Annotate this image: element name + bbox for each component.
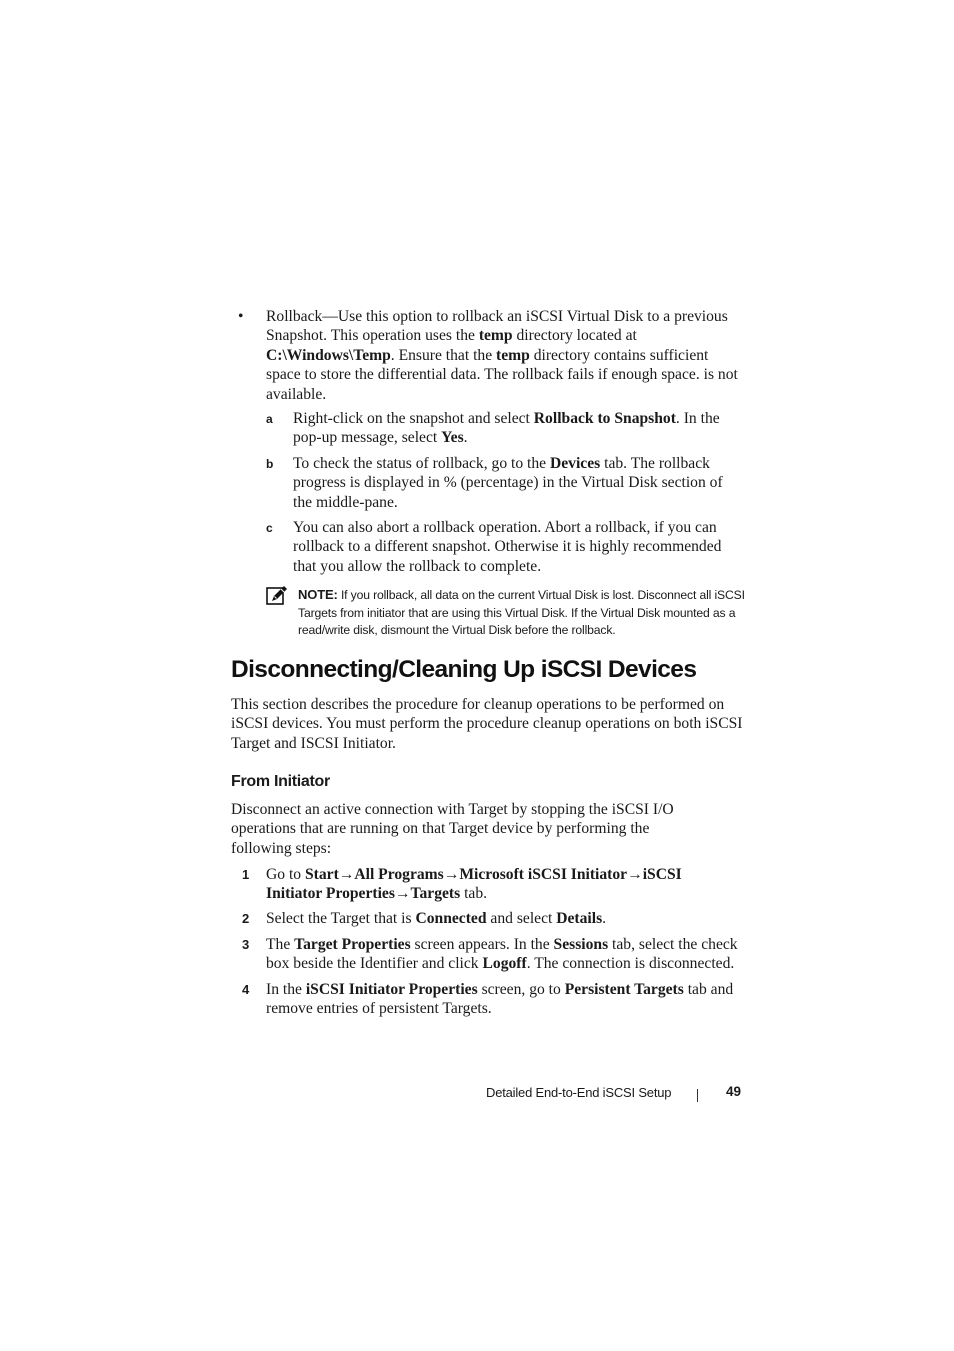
substep-a-letter: a [266,412,273,426]
step-2-text: Select the Target that is Connected and select Details. [266,910,607,927]
substep-b-text: To check the status of rollback, go to the Devices tab. The rollback progress is displayed in % (percentage) in the Virtual Disk section of the middle-pane. [293,455,723,511]
substep-b-letter: b [266,457,274,471]
page-number: 49 [726,1084,742,1099]
step-4-text: In the iSCSI Initiator Properties screen, go to Persistent Targets tab and remove entries of persistent Targets. [266,981,734,1018]
footer-separator [697,1089,698,1102]
subsection-heading: From Initiator [231,773,330,790]
step-1-number: 1 [242,867,250,882]
note-pencil-icon [266,585,288,607]
step-2-number: 2 [242,911,250,926]
step-3-text: The Target Properties screen appears. In the Sessions tab, select the check box beside the Identifier and click Logoff. The connection is disconnected. [266,936,738,973]
rollback-bullet-text: Rollback—Use this option to rollback an iSCSI Virtual Disk to a previous Snapshot. This operation uses the temp directory located at C:\Windows\Temp. Ensure that the temp directory contains sufficient space to store the differential data. The rollback fails if enough space. is not available. [266,308,738,403]
bullet-marker: • [238,308,244,325]
section-heading: Disconnecting/Cleaning Up iSCSI Devices [231,656,697,683]
step-1-text: Go to Start→All Programs→Microsoft iSCSI Initiator→iSCSI Initiator Properties→Targets tab. [266,866,682,903]
substep-a-text: Right-click on the snapshot and select Rollback to Snapshot. In the pop-up message, select Yes. [293,410,720,447]
note-label: NOTE: [298,587,338,602]
note-text: NOTE: If you rollback, all data on the current Virtual Disk is lost. Disconnect all iSCSI Targets from initiator that are using this Virtual Disk. If the Virtual Disk mounted as a read/write disk, dismount the Virtual Disk before the rollback. [298,587,745,638]
footer-chapter-title: Detailed End-to-End iSCSI Setup [486,1085,672,1100]
step-4-number: 4 [242,982,250,997]
substep-c-letter: c [266,521,273,535]
step-3-number: 3 [242,937,250,952]
substep-c-text: You can also abort a rollback operation. Abort a rollback, if you can rollback to a different snapshot. Otherwise it is highly recommended that you allow the rollback to complete. [293,519,722,575]
section-intro: This section describes the procedure for cleanup operations to be performed on iSCSI devices. You must perform the procedure cleanup operations on both iSCSI Target and ISCSI Initiator. [231,696,743,752]
subsection-intro: Disconnect an active connection with Target by stopping the iSCSI I/O operations that are running on that Target device by performing the following steps: [231,801,674,857]
